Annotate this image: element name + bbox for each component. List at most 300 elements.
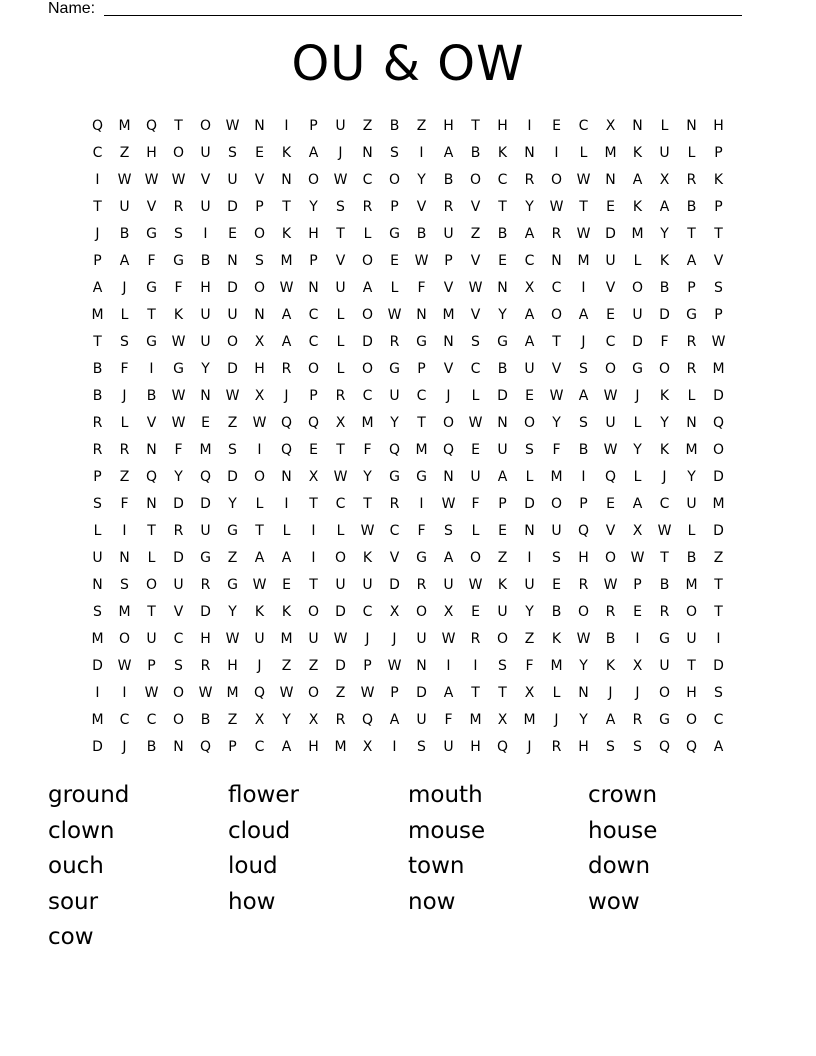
grid-letter: O: [496, 630, 509, 647]
grid-letter: Y: [660, 225, 669, 242]
grid-letter: Q: [91, 117, 104, 134]
grid-letter: M: [226, 684, 239, 701]
grid-letter: H: [443, 117, 454, 134]
grid-letter: A: [686, 252, 697, 269]
grid-letter: X: [659, 171, 670, 188]
grid-letter: Z: [227, 549, 238, 566]
grid-letter: M: [280, 252, 293, 269]
grid-letter: S: [525, 441, 534, 458]
grid-letter: I: [419, 144, 424, 161]
grid-letter: A: [362, 279, 373, 296]
grid-letter: W: [387, 306, 402, 323]
grid-letter: O: [334, 549, 347, 566]
grid-letter: D: [497, 387, 508, 404]
grid-letter: Q: [253, 684, 266, 701]
grid-letter: U: [524, 360, 535, 377]
grid-letter: M: [550, 657, 563, 674]
grid-letter: I: [257, 441, 262, 458]
grid-letter: N: [254, 306, 265, 323]
grid-letter: O: [469, 549, 482, 566]
grid-letter: X: [308, 711, 319, 728]
grid-letter: D: [713, 657, 724, 674]
grid-letter: U: [416, 630, 427, 647]
word-list-item: down: [588, 853, 651, 879]
grid-letter: M: [334, 738, 347, 755]
grid-letter: M: [550, 468, 563, 485]
grid-letter: N: [524, 522, 535, 539]
grid-letter: Q: [145, 117, 158, 134]
grid-letter: U: [659, 144, 670, 161]
grid-row: [84, 382, 732, 409]
grid-letter: W: [576, 225, 591, 242]
grid-letter: U: [470, 468, 481, 485]
grid-letter: P: [363, 657, 372, 674]
grid-letter: I: [392, 738, 397, 755]
grid-letter: R: [686, 360, 697, 377]
grid-row: [84, 490, 732, 517]
grid-letter: G: [659, 711, 670, 728]
grid-letter: N: [254, 117, 265, 134]
name-label: Name:: [48, 0, 96, 17]
grid-letter: P: [228, 738, 237, 755]
grid-letter: W: [441, 495, 456, 512]
grid-letter: R: [443, 198, 454, 215]
grid-letter: A: [281, 333, 292, 350]
grid-letter: D: [335, 657, 346, 674]
grid-letter: S: [579, 360, 588, 377]
grid-letter: D: [92, 738, 103, 755]
grid-letter: X: [335, 414, 346, 431]
grid-letter: H: [713, 117, 724, 134]
grid-letter: R: [416, 576, 427, 593]
grid-letter: Y: [174, 468, 183, 485]
grid-letter: O: [604, 549, 617, 566]
grid-letter: Q: [145, 468, 158, 485]
grid-letter: J: [257, 657, 262, 674]
grid-letter: U: [605, 414, 616, 431]
grid-letter: V: [443, 279, 454, 296]
grid-letter: M: [199, 441, 212, 458]
grid-letter: J: [122, 387, 127, 404]
grid-letter: A: [578, 387, 589, 404]
grid-letter: O: [523, 414, 536, 431]
grid-letter: W: [171, 414, 186, 431]
grid-letter: Q: [199, 738, 212, 755]
word-list-item: cow: [48, 924, 94, 950]
grid-letter: E: [255, 144, 264, 161]
grid-letter: J: [554, 711, 559, 728]
grid-letter: R: [173, 522, 184, 539]
grid-letter: W: [387, 657, 402, 674]
grid-letter: D: [173, 549, 184, 566]
grid-letter: J: [95, 225, 100, 242]
grid-letter: X: [308, 468, 319, 485]
grid-letter: M: [712, 360, 725, 377]
grid-letter: F: [525, 657, 534, 674]
grid-letter: C: [659, 495, 670, 512]
grid-letter: N: [551, 252, 562, 269]
grid-letter: D: [659, 306, 670, 323]
grid-letter: T: [714, 225, 723, 242]
grid-letter: O: [604, 360, 617, 377]
grid-letter: D: [227, 360, 238, 377]
grid-letter: T: [255, 522, 264, 539]
grid-letter: H: [497, 117, 508, 134]
grid-letter: A: [443, 144, 454, 161]
grid-letter: M: [604, 144, 617, 161]
grid-letter: T: [147, 603, 156, 620]
grid-letter: Z: [524, 630, 535, 647]
grid-letter: B: [119, 225, 130, 242]
grid-letter: A: [281, 306, 292, 323]
grid-letter: B: [146, 738, 157, 755]
grid-letter: E: [471, 441, 480, 458]
word-list-item: crown: [588, 782, 658, 808]
grid-letter: L: [255, 495, 264, 512]
grid-letter: A: [92, 279, 103, 296]
grid-letter: P: [633, 576, 642, 593]
grid-letter: Y: [390, 414, 399, 431]
grid-letter: D: [416, 684, 427, 701]
grid-letter: T: [309, 495, 318, 512]
grid-letter: S: [120, 576, 129, 593]
grid-letter: C: [551, 279, 562, 296]
grid-letter: W: [252, 576, 267, 593]
grid-letter: O: [307, 684, 320, 701]
grid-letter: O: [307, 603, 320, 620]
grid-letter: R: [173, 198, 184, 215]
grid-letter: T: [147, 522, 156, 539]
grid-letter: A: [308, 144, 319, 161]
grid-letter: E: [471, 603, 480, 620]
grid-letter: E: [498, 522, 507, 539]
grid-letter: H: [308, 225, 319, 242]
grid-letter: G: [416, 468, 427, 485]
grid-letter: E: [633, 603, 642, 620]
grid-letter: Y: [579, 657, 588, 674]
grid-letter: T: [309, 576, 318, 593]
grid-letter: G: [173, 360, 184, 377]
grid-letter: O: [550, 171, 563, 188]
grid-letter: U: [335, 117, 346, 134]
grid-letter: A: [443, 549, 454, 566]
grid-letter: S: [174, 657, 183, 674]
grid-letter: U: [200, 144, 211, 161]
grid-letter: W: [657, 522, 672, 539]
grid-letter: W: [576, 630, 591, 647]
grid-letter: W: [441, 630, 456, 647]
grid-letter: X: [632, 522, 643, 539]
grid-letter: R: [92, 441, 103, 458]
grid-letter: L: [579, 144, 588, 161]
grid-letter: V: [335, 252, 346, 269]
grid-letter: A: [281, 549, 292, 566]
grid-letter: L: [687, 144, 696, 161]
grid-letter: O: [361, 252, 374, 269]
grid-letter: T: [579, 198, 588, 215]
grid-letter: O: [253, 279, 266, 296]
grid-letter: H: [470, 738, 481, 755]
grid-letter: I: [95, 684, 100, 701]
grid-letter: Y: [282, 711, 291, 728]
grid-letter: S: [228, 144, 237, 161]
grid-letter: X: [254, 387, 265, 404]
grid-letter: D: [227, 279, 238, 296]
grid-letter: Z: [497, 549, 508, 566]
grid-letter: A: [578, 306, 589, 323]
grid-letter: U: [551, 522, 562, 539]
grid-letter: Y: [498, 306, 507, 323]
grid-letter: D: [713, 468, 724, 485]
grid-letter: B: [497, 360, 508, 377]
grid-letter: H: [578, 549, 589, 566]
grid-letter: V: [146, 198, 157, 215]
grid-letter: R: [281, 360, 292, 377]
grid-letter: U: [605, 252, 616, 269]
grid-letter: S: [228, 441, 237, 458]
grid-letter: R: [470, 630, 481, 647]
grid-letter: I: [284, 495, 289, 512]
grid-letter: X: [254, 711, 265, 728]
grid-letter: B: [497, 225, 508, 242]
grid-letter: U: [92, 549, 103, 566]
grid-letter: W: [360, 684, 375, 701]
grid-letter: U: [335, 279, 346, 296]
word-list-item: mouse: [408, 817, 486, 844]
grid-letter: B: [443, 171, 454, 188]
grid-letter: T: [93, 198, 102, 215]
grid-letter: N: [443, 333, 454, 350]
grid-letter: Y: [633, 441, 642, 458]
grid-letter: R: [335, 387, 346, 404]
grid-letter: W: [225, 117, 240, 134]
grid-letter: M: [91, 306, 104, 323]
grid-letter: J: [284, 387, 289, 404]
grid-letter: I: [95, 171, 100, 188]
grid-letter: S: [255, 252, 264, 269]
grid-letter: N: [416, 306, 427, 323]
grid-letter: I: [311, 522, 316, 539]
grid-letter: G: [146, 225, 157, 242]
grid-letter: O: [442, 414, 455, 431]
grid-letter: W: [171, 387, 186, 404]
grid-letter: W: [468, 279, 483, 296]
grid-letter: V: [551, 360, 562, 377]
grid-letter: P: [255, 198, 264, 215]
grid-letter: J: [392, 630, 397, 647]
grid-letter: X: [254, 333, 265, 350]
word-list-item: sour: [48, 888, 99, 915]
grid-letter: O: [469, 171, 482, 188]
grid-row: [84, 436, 732, 463]
grid-letter: T: [147, 306, 156, 323]
grid-letter: P: [714, 144, 723, 161]
grid-letter: U: [254, 630, 265, 647]
grid-row: [84, 517, 732, 544]
grid-letter: Z: [335, 684, 346, 701]
grid-letter: U: [497, 603, 508, 620]
grid-letter: A: [389, 711, 400, 728]
grid-letter: T: [471, 117, 480, 134]
grid-letter: W: [117, 171, 132, 188]
grid-letter: N: [632, 117, 643, 134]
grid-letter: G: [632, 360, 643, 377]
grid-letter: G: [146, 279, 157, 296]
grid-letter: L: [120, 306, 129, 323]
grid-letter: Q: [658, 738, 671, 755]
grid-letter: A: [524, 306, 535, 323]
grid-letter: R: [551, 225, 562, 242]
grid-letter: X: [497, 711, 508, 728]
grid-letter: F: [120, 360, 129, 377]
grid-letter: P: [93, 468, 102, 485]
grid-letter: T: [282, 198, 291, 215]
grid-letter: F: [471, 495, 480, 512]
grid-letter: V: [470, 252, 481, 269]
grid-letter: D: [362, 333, 373, 350]
grid-letter: W: [576, 171, 591, 188]
grid-letter: Q: [280, 414, 293, 431]
grid-letter: C: [470, 360, 481, 377]
grid-letter: H: [146, 144, 157, 161]
grid-letter: O: [253, 225, 266, 242]
grid-letter: Y: [525, 198, 534, 215]
grid-letter: M: [685, 576, 698, 593]
grid-letter: O: [577, 603, 590, 620]
grid-letter: W: [117, 657, 132, 674]
grid-letter: U: [362, 576, 373, 593]
grid-letter: V: [605, 279, 616, 296]
grid-letter: J: [581, 333, 586, 350]
grid-letter: C: [713, 711, 724, 728]
grid-row: [84, 220, 732, 247]
grid-letter: C: [416, 387, 427, 404]
grid-letter: F: [174, 279, 183, 296]
grid-letter: X: [524, 684, 535, 701]
grid-letter: W: [468, 576, 483, 593]
grid-letter: C: [497, 171, 508, 188]
grid-letter: W: [549, 387, 564, 404]
grid-letter: E: [606, 306, 615, 323]
grid-letter: U: [173, 576, 184, 593]
grid-letter: Q: [604, 468, 617, 485]
grid-row: [84, 733, 732, 760]
grid-letter: W: [252, 414, 267, 431]
word-list-item: clown: [48, 817, 115, 844]
grid-letter: X: [362, 738, 373, 755]
grid-letter: N: [119, 549, 130, 566]
grid-letter: N: [173, 738, 184, 755]
grid-letter: O: [307, 360, 320, 377]
grid-letter: I: [203, 225, 208, 242]
grid-letter: Y: [363, 468, 372, 485]
grid-letter: B: [146, 387, 157, 404]
grid-letter: J: [608, 684, 613, 701]
grid-letter: U: [524, 576, 535, 593]
grid-letter: R: [524, 171, 535, 188]
grid-letter: O: [307, 171, 320, 188]
grid-letter: D: [92, 657, 103, 674]
grid-letter: C: [308, 333, 319, 350]
grid-letter: Z: [308, 657, 319, 674]
grid-letter: N: [281, 171, 292, 188]
grid-letter: K: [659, 387, 670, 404]
grid-letter: L: [336, 306, 345, 323]
grid-letter: T: [552, 333, 561, 350]
grid-letter: H: [200, 630, 211, 647]
grid-letter: Q: [280, 441, 293, 458]
grid-letter: W: [279, 279, 294, 296]
grid-letter: L: [687, 387, 696, 404]
grid-letter: L: [471, 387, 480, 404]
grid-letter: G: [227, 576, 238, 593]
grid-letter: Z: [470, 225, 481, 242]
grid-letter: L: [93, 522, 102, 539]
grid-letter: S: [498, 657, 507, 674]
grid-letter: H: [227, 657, 238, 674]
grid-letter: R: [578, 576, 589, 593]
grid-letter: E: [498, 252, 507, 269]
grid-letter: M: [280, 630, 293, 647]
grid-letter: U: [119, 198, 130, 215]
grid-letter: P: [714, 306, 723, 323]
grid-letter: Y: [228, 603, 237, 620]
grid-letter: I: [581, 468, 586, 485]
grid-letter: A: [524, 333, 535, 350]
grid-letter: A: [713, 738, 724, 755]
grid-letter: K: [497, 576, 508, 593]
grid-letter: G: [659, 630, 670, 647]
grid-letter: O: [685, 603, 698, 620]
grid-letter: J: [122, 279, 127, 296]
grid-letter: P: [147, 657, 156, 674]
grid-letter: S: [390, 144, 399, 161]
grid-letter: Z: [227, 711, 238, 728]
grid-letter: K: [173, 306, 184, 323]
grid-letter: V: [443, 360, 454, 377]
grid-letter: E: [552, 117, 561, 134]
grid-row: [84, 679, 732, 706]
grid-letter: U: [659, 657, 670, 674]
grid-letter: Q: [685, 738, 698, 755]
grid-letter: R: [119, 441, 130, 458]
grid-letter: A: [119, 252, 130, 269]
grid-letter: W: [630, 549, 645, 566]
grid-letter: J: [122, 738, 127, 755]
grid-letter: Z: [281, 657, 292, 674]
grid-letter: F: [552, 441, 561, 458]
grid-letter: J: [662, 468, 667, 485]
grid-letter: Z: [119, 468, 130, 485]
grid-letter: M: [91, 630, 104, 647]
grid-letter: R: [686, 333, 697, 350]
grid-letter: J: [446, 387, 451, 404]
grid-letter: P: [309, 117, 318, 134]
letter-grid: [84, 112, 732, 760]
word-list-item: house: [588, 817, 658, 844]
grid-letter: D: [227, 198, 238, 215]
grid-letter: F: [660, 333, 669, 350]
grid-letter: C: [92, 144, 103, 161]
grid-letter: U: [686, 630, 697, 647]
grid-letter: A: [632, 495, 643, 512]
grid-letter: O: [388, 171, 401, 188]
grid-letter: L: [390, 279, 399, 296]
grid-letter: P: [417, 360, 426, 377]
grid-letter: L: [633, 468, 642, 485]
grid-letter: C: [362, 387, 373, 404]
grid-letter: C: [308, 306, 319, 323]
